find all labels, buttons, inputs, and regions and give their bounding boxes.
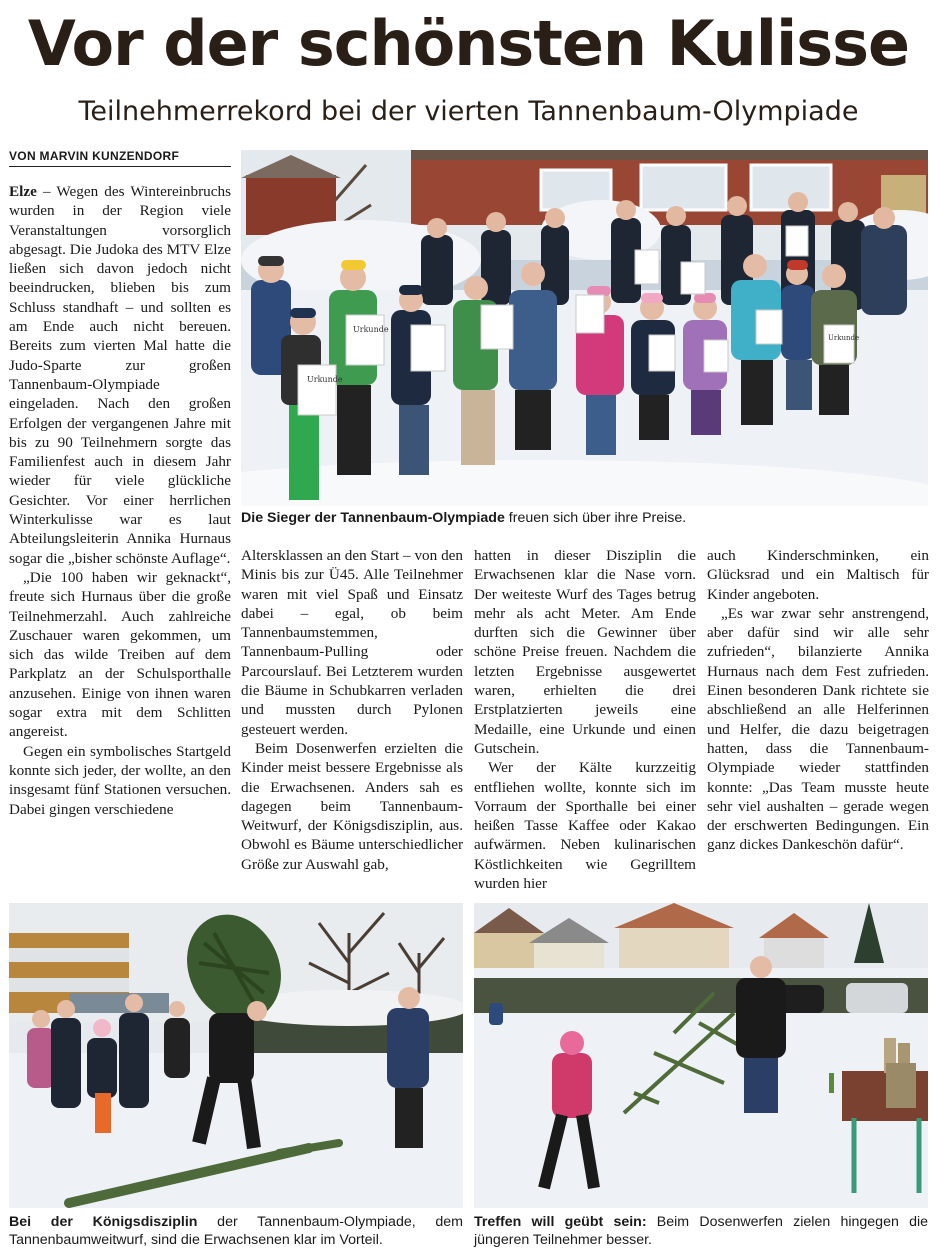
caption-text: der Tannenbaum-Olympiade, dem Tannenbaumweitwurf, sind die Erwachsenen klar im Vorteil.: [9, 1214, 464, 1248]
paragraph: Gegen ein symbolisches Startgeld konnte sich jeder, der wollte, an den insgesamt fünf Stationen versuchen. Dabei gingen verschiedene: [9, 742, 231, 818]
article-column-3: [474, 546, 696, 893]
paragraph: „Es war zwar sehr anstrengend, aber dafür sind wir alle sehr zufrieden“, bilanzierte Annika Hurnaus nach dem Fest zufrieden. Einen besonderen Dank richtete sie abschließend an alle Helferinnen und Helfer, die dazu beigetragen hatten, dass die Tannenbaum-Olympiade wieder stattfinden konnte: „Das Team musste heute sehr viel aushalten – gerade wegen der erschwerten Bedingungen. Ein ganz dickes Dankeschön dafür“.: [707, 604, 929, 854]
photo-tree-throw: [9, 903, 463, 1208]
paragraph: Altersklassen an den Start – von den Minis bis zur Ü45. Alle Teilnehmer waren mit viel Spaß und Einsatz dabei – egal, ob beim Tannenbaumstemmen, Tannenbaum-Pulling oder Parcourslauf. Bei Letzterem wurden die Bäume in Schubkarren verladen und mussten durch Pylonen gesteuert werden.: [241, 547, 463, 738]
paragraph: auch Kinderschminken, ein Glücksrad und ein Maltisch für Kinder angeboten.: [707, 547, 929, 603]
caption-bold: Treffen will geübt sein:: [474, 1214, 647, 1230]
subheadline: Teilnehmerrekord bei der vierten Tannenbaum-Olympiade: [78, 96, 859, 127]
article-column-4: [707, 546, 929, 855]
photo-right-caption: [474, 1213, 928, 1249]
photo-can-throw-kids: [474, 903, 928, 1208]
photo-can-throw: [474, 903, 928, 1208]
dateline: Elze: [9, 183, 37, 200]
paragraph: hatten in dieser Disziplin die Erwachsenen klar die Nase vorn. Der weiteste Wurf des Tages betrug mehr als acht Meter. Am Ende durften sich die Gewinner über schöne Preise freuen. Nachdem die letzten Ergebnisse ausgewertet waren, erhielten die drei Erstplatzierten jeweils eine Medaille, eine Urkunde und einen Gutschein.: [474, 547, 696, 757]
certificate-label: Urkunde: [828, 334, 860, 342]
caption-bold: Bei der Königsdisziplin: [9, 1214, 198, 1230]
photo-group-winners: [241, 150, 928, 506]
paragraph: Beim Dosenwerfen erzielten die Kinder meist bessere Ergebnisse als die Erwachsenen. Anders sah es dagegen beim Tannenbaum-Weitwurf, der Königsdisziplin, aus. Obwohl es Bäume unterschiedlicher Größe zur Auswahl gab,: [241, 739, 463, 873]
caption-bold: Die Sieger der Tannenbaum-Olympiade: [241, 510, 505, 526]
article-column-1: [9, 182, 231, 819]
headline: Vor der schönsten Kulisse: [27, 7, 910, 80]
certificate-label: Urkunde: [307, 375, 343, 384]
main-photo-caption: [241, 509, 928, 527]
article-column-2: [241, 546, 463, 874]
byline: VON MARVIN KUNZENDORF: [9, 149, 231, 167]
paragraph: [9, 182, 231, 568]
caption-text: freuen sich über ihre Preise.: [504, 510, 687, 526]
photo-left-caption: [9, 1213, 463, 1249]
paragraph-text: – Wegen des Wintereinbruchs wurden in der Region viele Veranstaltungen vorsorglich abgesagt. Die Judoka des MTV Elze ließen sich davon jedoch nicht beeindrucken, blieben bis zum Schluss standhaft – und sollten es am Ende auch nicht bereuen. Bereits zum vierten Mal hatte die Judo-Sparte zur großen Tannenbaum-Olympiade eingeladen. Nach den großen Erfolgen der vergangenen Jahre mit bis zu 90 Teilnehmern sorgte das Familienfest auch in diesem Jahr wieder für viele glückliche Gesichter. Vor einer herrlichen Winterkulisse war es laut Abteilungsleiterin Annika Hurnaus sogar die „bisher schönste Auflage“.: [9, 183, 231, 567]
main-photo-winners: [241, 150, 928, 506]
paragraph: Wer der Kälte kurzzeitig entfliehen wollte, konnte sich im Vorraum der Sporthalle bei einer heißen Tasse Kaffee oder Kakao aufwärmen. Neben kulinarischen Köstlichkeiten wie Gegrilltem wurden hier: [474, 759, 696, 893]
photo-tree-throw-adults: [9, 903, 463, 1208]
certificate-label: Urkunde: [353, 325, 389, 334]
caption-text: Beim Dosenwerfen zielen hingegen die jüngeren Teilnehmer besser.: [474, 1214, 929, 1248]
paragraph: „Die 100 haben wir geknackt“, freute sich Hurnaus über die große Teilnehmerzahl. Auch zahlreiche Zuschauer waren gekommen, um sich das wilde Treiben auf dem Parkplatz an der Schulsporthalle anzusehen. Einige von ihnen waren sogar extra mit dem Schlitten angereist.: [9, 568, 231, 741]
